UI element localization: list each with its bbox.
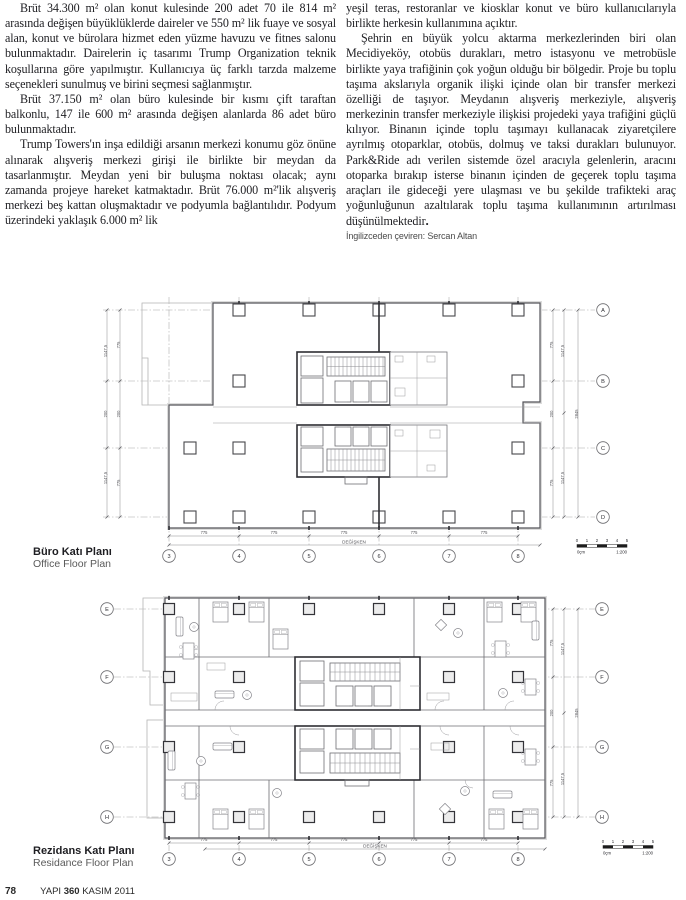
grid-bubble-label: A xyxy=(601,308,605,314)
grid-bubble-label: 7 xyxy=(447,857,451,863)
dim-label: 2845 xyxy=(574,409,579,419)
grid-bubble-label: 3 xyxy=(167,554,171,560)
dim-label: 775 xyxy=(549,479,554,487)
dim-label: 775 xyxy=(340,837,348,842)
grid-bubble-label: B xyxy=(601,379,605,385)
article-end-mark: . xyxy=(425,213,429,229)
dim-label: 775 xyxy=(410,530,418,535)
scale-tick: 4 xyxy=(615,538,619,543)
scale-tick: 1 xyxy=(611,839,615,844)
scale-tick: 2 xyxy=(595,538,599,543)
grid-bubble-label: 6 xyxy=(377,857,381,863)
dim-label: 1147,5 xyxy=(560,642,565,656)
paragraph: Brüt 37.150 m² olan büro kulesinde bir kısmı çift taraftan balkonlu, 147 ile 600 m² arasında değişen alanlarda 86 adet büro bulunmaktadır. xyxy=(5,91,336,137)
office-floor-plan-drawing xyxy=(95,293,660,568)
grid-bubble-label: G xyxy=(599,745,605,751)
dim-label: 775 xyxy=(116,479,121,487)
dim-label: 775 xyxy=(480,530,488,535)
dim-label: 1147,5 xyxy=(560,772,565,786)
office-grid-bubbles-bottom xyxy=(163,550,525,563)
grid-bubble-label: F xyxy=(105,675,109,681)
scale-ratio-label: 1:200 xyxy=(616,549,627,555)
dim-label: 775 xyxy=(549,639,554,647)
dim-label: 200 xyxy=(549,410,554,418)
dim-label: 775 xyxy=(270,530,278,535)
residence-grid-bubbles-right xyxy=(596,603,609,824)
scale-ratio-label: 1:200 xyxy=(642,850,653,856)
dim-label: 1147,5 xyxy=(560,471,565,485)
paragraph: yeşil teras, restoranlar ve kiosklar konut ve büro kullanıcılarıyla birlikte herkesin kullanımına açıktır. xyxy=(346,1,676,31)
scale-unit-label: 0çm xyxy=(603,850,612,856)
grid-bubble-label: 4 xyxy=(237,554,241,560)
office-grid-bubbles-right xyxy=(597,304,610,524)
dim-label: 775 xyxy=(340,530,348,535)
grid-bubble-label: 5 xyxy=(307,857,311,863)
grid-bubble-label: 7 xyxy=(447,554,451,560)
caption-turkish: Büro Katı Planı xyxy=(33,546,112,558)
page-number: 78 xyxy=(5,886,17,897)
office-dimensions-left xyxy=(103,309,122,519)
residence-floor-plan-drawing xyxy=(95,593,660,870)
grid-bubble-label: C xyxy=(600,446,606,452)
article-column-right xyxy=(346,1,676,245)
dim-label: 775 xyxy=(480,837,488,842)
grid-bubble-label: E xyxy=(105,607,109,613)
issue-date: KASIM 2011 xyxy=(82,886,135,897)
grid-bubble-label: G xyxy=(104,745,110,751)
dim-label: 200 xyxy=(116,410,121,418)
scale-tick: 5 xyxy=(651,839,655,844)
dim-label: 1147,5 xyxy=(103,344,108,358)
office-dimensions-bottom xyxy=(168,530,542,547)
dim-label: 1147,5 xyxy=(103,471,108,485)
scale-tick: 5 xyxy=(625,538,629,543)
grid-bubble-label: D xyxy=(600,515,606,521)
dim-label: 200 xyxy=(103,410,108,418)
grid-bubble-label: 8 xyxy=(516,857,520,863)
page-footer xyxy=(5,886,135,897)
residence-grid-bubbles-bottom xyxy=(163,853,525,866)
residence-scale-bar xyxy=(602,839,655,856)
dim-label: 775 xyxy=(200,530,208,535)
grid-bubble-label: H xyxy=(599,815,605,821)
podium-step xyxy=(142,358,148,405)
dim-label: 775 xyxy=(200,837,208,842)
residence-grid-bubbles-left xyxy=(101,603,114,824)
grid-bubble-label: F xyxy=(600,675,604,681)
grid-bubble-label: 8 xyxy=(516,554,520,560)
scale-tick: 2 xyxy=(621,839,625,844)
dim-label: 775 xyxy=(549,779,554,787)
overall-dimension-label: DEĞİŞKEN xyxy=(342,539,366,545)
dim-label: 775 xyxy=(270,837,278,842)
grid-bubble-label: 6 xyxy=(377,554,381,560)
grid-bubble-label: H xyxy=(104,815,110,821)
scale-tick: 3 xyxy=(605,538,609,543)
scale-tick: 4 xyxy=(641,839,645,844)
paragraph-text: Şehrin en büyük yolcu aktarma merkezlerinden biri olan Mecidiyeköy, otobüs durakları, metro istasyonu ve metrobüsle birlikte yaya trafiğinin çok yoğun olduğu bir bölgedir. Proje bu toplu taşıma akslarıyla organik ilişki içinde olan bir transfer merkezi özelliği de taşıyor. Meydanın alışveriş merkeziyle, alışveriş merkezinin transfer merkeziyle ilişkisi projedeki yaya trafiğini güçlü kılıyor. Binanın içinde toplu taşımayı kullanacak ziyaretçilere ayrılmış otoparklar, otobüs, dolmuş ve taksi durakları bulunuyor. Park&Ride adı verilen sistemde özel aracıyla gelenlerin, aracını otoparka bırakıp isterse binanın içinden de geçerek toplu taşıma araçları ile gideceği yere ulaşması ve bu şekilde trafikteki araç yoğunluğunun azaltılarak toplu taşıma kullanımının artırılması düşünülmektedir xyxy=(346,31,676,229)
dim-label: 1147,5 xyxy=(560,344,565,358)
dim-label: 2845 xyxy=(574,708,579,718)
dim-label: 200 xyxy=(549,709,554,717)
magazine-name: YAPI xyxy=(40,886,62,897)
grid-bubble-label: 3 xyxy=(167,857,171,863)
paragraph xyxy=(346,31,676,229)
translator-credit: İngilizceden çeviren: Sercan Altan xyxy=(346,231,477,242)
residence-floor-plate xyxy=(165,596,545,840)
dim-label: 775 xyxy=(549,341,554,349)
grid-bubble-label: E xyxy=(600,607,604,613)
paragraph: Trump Towers'ın inşa edildiği arsanın merkezi konumu göz önüne alınarak alışveriş merkezi girişi ile birlikte bir meydan da tasarlanmıştır. Meydan yeni bir buluşma noktası olacak; aynı zamanda projeye hareket katmaktadır. Brüt 76.000 m²'lik alışveriş merkezi beş kattan oluşmaktadır ve podyumla bağlantılıdır. Podyum üzerindeki yaklaşık 6.000 m² lik xyxy=(5,137,336,228)
paragraph: Brüt 34.300 m² olan konut kulesinde 200 adet 70 ile 814 m² arasında değişen büyüklüklerde daireler ve 550 m² lik fuaye ve sosyal alan, konut ve bürolara hizmet eden yüzme havuzu ve fitnes salonu bulunmaktadır. Dairelerin iç tasarımı Trump Organization teknik koşullarına göre yapılmıştır. Kullanıcıya üç farklı tarzda malzeme seçenekleri sunulmuş ve birini seçmesi sağlanmıştır. xyxy=(5,1,336,91)
residence-dimensions-right xyxy=(549,608,580,819)
scale-tick: 0 xyxy=(575,538,579,543)
office-scale-bar xyxy=(576,538,629,555)
article-column-left xyxy=(5,1,336,228)
office-dimensions-right xyxy=(549,309,580,519)
caption-turkish: Rezidans Katı Planı xyxy=(33,845,135,857)
scale-tick: 0 xyxy=(601,839,605,844)
grid-bubble-label: 5 xyxy=(307,554,311,560)
caption-english: Residance Floor Plan xyxy=(33,857,134,869)
office-floor-plate xyxy=(169,301,540,530)
overall-dimension-label: DEĞİŞKEN xyxy=(363,843,387,849)
scale-unit-label: 0çm xyxy=(577,549,586,555)
dim-label: 775 xyxy=(410,837,418,842)
issue-number: 360 xyxy=(63,886,80,897)
scale-tick: 1 xyxy=(585,538,589,543)
dim-label: 775 xyxy=(116,341,121,349)
scale-tick: 3 xyxy=(631,839,635,844)
podium-outline xyxy=(142,303,213,405)
grid-bubble-label: 4 xyxy=(237,857,241,863)
caption-english: Office Floor Plan xyxy=(33,558,112,570)
